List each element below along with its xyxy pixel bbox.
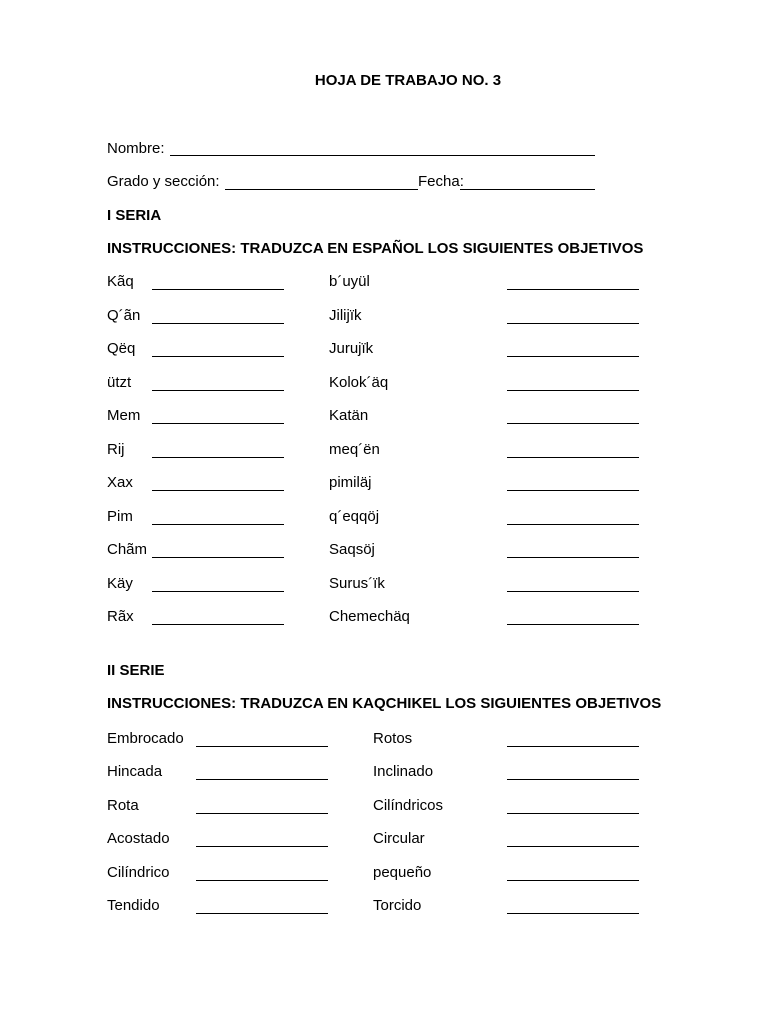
answer-blank-left[interactable] (152, 423, 284, 424)
answer-blank-left[interactable] (152, 457, 284, 458)
word-left: Qëq (107, 340, 136, 357)
answer-blank-left[interactable] (196, 913, 328, 914)
word-right: Chemechäq (329, 608, 410, 625)
word-left: Rãx (107, 608, 134, 625)
answer-blank-right[interactable] (507, 591, 639, 592)
word-left: Chãm (107, 541, 148, 558)
word-left: Rij (107, 440, 125, 458)
word-left: Käy (107, 574, 133, 592)
word-right: Surus´ïk (329, 574, 385, 592)
answer-blank-left[interactable] (152, 591, 284, 592)
answer-blank-left[interactable] (152, 624, 284, 625)
grado-blank[interactable] (225, 189, 418, 190)
word-left: Embrocado (107, 730, 184, 747)
word-right: Kolok´äq (329, 373, 389, 391)
section1-instructions: INSTRUCCIONES: TRADUZCA EN ESPAÑOL LOS SIGUIENTES OBJETIVOS (107, 240, 644, 257)
answer-blank-right[interactable] (507, 323, 639, 324)
word-right: q´eqqöj (329, 507, 380, 525)
answer-blank-right[interactable] (507, 913, 639, 914)
answer-blank-left[interactable] (196, 846, 328, 847)
word-right: Torcido (373, 897, 422, 914)
answer-blank-right[interactable] (507, 846, 639, 847)
answer-blank-right[interactable] (507, 356, 639, 357)
word-left: Q´ãn (107, 306, 141, 324)
section2-instructions: INSTRUCCIONES: TRADUZCA EN KAQCHIKEL LOS SIGUIENTES OBJETIVOS (107, 695, 662, 712)
word-right: b´uyül (329, 273, 370, 290)
word-left: Cilíndrico (107, 863, 170, 881)
word-right: Jurujïk (329, 340, 374, 357)
answer-blank-left[interactable] (152, 356, 284, 357)
word-left: Kãq (107, 273, 134, 290)
answer-blank-right[interactable] (507, 557, 639, 558)
page-title: HOJA DE TRABAJO NO. 3 (314, 72, 502, 89)
answer-blank-right[interactable] (507, 779, 639, 780)
answer-blank-right[interactable] (507, 880, 639, 881)
answer-blank-right[interactable] (507, 813, 639, 814)
word-left: Acostado (107, 830, 170, 848)
answer-blank-left[interactable] (152, 323, 284, 324)
answer-blank-right[interactable] (507, 390, 639, 391)
answer-blank-left[interactable] (196, 880, 328, 881)
answer-blank-left[interactable] (196, 779, 328, 780)
word-left: Tendido (107, 897, 160, 914)
answer-blank-right[interactable] (507, 289, 639, 290)
section2-heading: II SERIE (107, 662, 165, 679)
nombre-label: Nombre: (107, 140, 165, 157)
fecha-blank[interactable] (460, 189, 595, 190)
answer-blank-left[interactable] (152, 490, 284, 491)
word-right: Saqsöj (329, 541, 375, 558)
answer-blank-left[interactable] (152, 524, 284, 525)
answer-blank-left[interactable] (152, 289, 284, 290)
answer-blank-right[interactable] (507, 746, 639, 747)
word-right: Katän (329, 407, 369, 424)
word-left: Rota (107, 796, 139, 814)
section1-heading: I SERIA (107, 207, 162, 224)
word-right: pequeño (373, 863, 432, 881)
word-right: Circular (373, 830, 425, 848)
answer-blank-right[interactable] (507, 624, 639, 625)
word-right: Jilijïk (329, 306, 362, 324)
nombre-blank[interactable] (170, 155, 595, 156)
answer-blank-right[interactable] (507, 457, 639, 458)
answer-blank-left[interactable] (196, 746, 328, 747)
word-right: Rotos (373, 730, 413, 747)
word-right: meq´ën (329, 440, 380, 458)
word-right: pimiläj (329, 474, 372, 491)
word-left: Mem (107, 407, 141, 424)
fecha-label: Fecha: (418, 173, 464, 190)
word-left: Xax (107, 474, 133, 491)
word-left: ützt (107, 373, 132, 391)
answer-blank-right[interactable] (507, 423, 639, 424)
answer-blank-left[interactable] (196, 813, 328, 814)
answer-blank-right[interactable] (507, 490, 639, 491)
answer-blank-left[interactable] (152, 390, 284, 391)
answer-blank-left[interactable] (152, 557, 284, 558)
word-left: Pim (107, 507, 133, 525)
word-right: Cilíndricos (373, 796, 444, 814)
answer-blank-right[interactable] (507, 524, 639, 525)
grado-label: Grado y sección: (107, 173, 220, 190)
word-right: Inclinado (373, 763, 434, 781)
word-left: Hincada (107, 763, 163, 781)
